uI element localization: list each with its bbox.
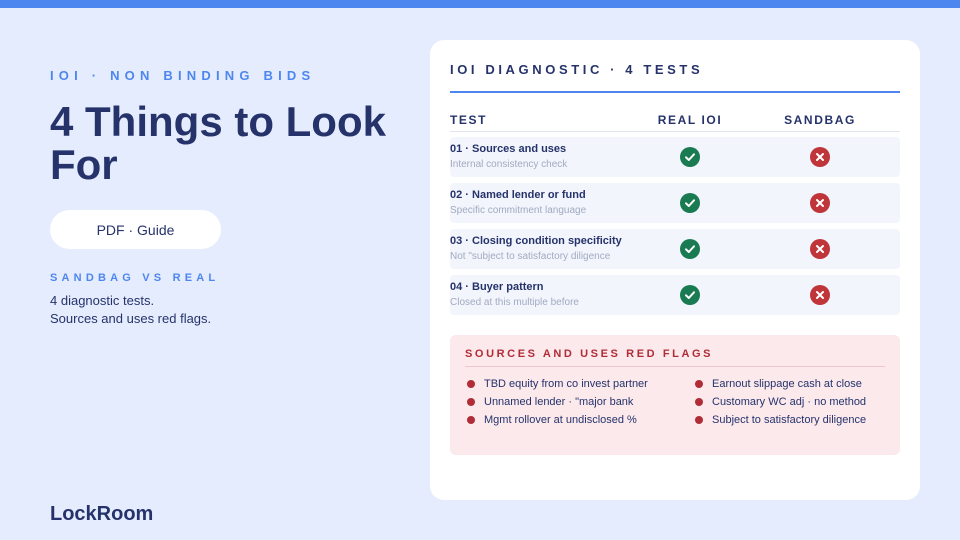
bullet-dot-icon [695,398,703,406]
bullet-dot-icon [695,380,703,388]
row-title: 04 · Buyer pattern [450,281,544,293]
red-flag-text: Subject to satisfactory diligence [712,414,867,426]
bullet-dot-icon [467,416,475,424]
red-flag-item [695,378,862,390]
top-accent-bar [0,0,960,8]
card-title: IOI DIAGNOSTIC · 4 TESTS [450,62,704,77]
red-flags-divider [465,366,885,367]
pdf-guide-button[interactable]: PDF · Guide [50,210,221,249]
check-icon [680,193,700,213]
cross-icon [810,285,830,305]
row-subtitle: Not "subject to satisfactory diligence [450,251,611,262]
bullet-dot-icon [467,380,475,388]
red-flag-item [695,414,866,426]
hero-description-line: 4 diagnostic tests. [50,293,155,308]
red-flag-text: Customary WC adj · no method [712,396,867,408]
table-row [450,275,900,315]
red-flags-title: SOURCES AND USES RED FLAGS [465,348,714,360]
cross-icon [810,193,830,213]
red-flag-item [467,378,648,390]
hero-description-line: Sources and uses red flags. [50,311,212,326]
hero-eyebrow: IOI · NON BINDING BIDS [50,68,316,83]
red-flag-text: TBD equity from co invest partner [484,378,648,390]
row-title: 03 · Closing condition specificity [450,235,622,247]
red-flag-text: Earnout slippage cash at close [712,378,862,390]
header-divider [450,131,900,132]
cross-icon [810,239,830,259]
red-flag-text: Unnamed lender · "major bank [484,396,634,408]
red-flag-text: Mgmt rollover at undisclosed % [484,414,637,426]
bullet-dot-icon [695,416,703,424]
card-title-divider [450,91,900,93]
hero-description [50,292,370,328]
hero-sub-eyebrow: SANDBAG VS REAL [50,272,220,284]
page-title: 4 Things to Look For [50,98,386,188]
row-subtitle: Specific commitment language [450,205,587,216]
row-title: 01 · Sources and uses [450,143,567,155]
cross-icon [810,147,830,167]
brand-logo: LockRoom [50,503,154,525]
check-icon [680,239,700,259]
row-subtitle: Closed at this multiple before [450,297,579,308]
column-header-test: TEST [450,113,488,127]
red-flag-item [467,414,637,426]
column-header-sandbag: SANDBAG [784,113,856,127]
table-row [450,229,900,269]
bullet-dot-icon [467,398,475,406]
check-icon [680,285,700,305]
row-title: 02 · Named lender or fund [450,189,586,201]
table-row [450,183,900,223]
red-flags-panel [450,335,900,455]
red-flag-item [695,396,866,408]
table-row [450,137,900,177]
diagnostic-card [430,40,920,500]
check-icon [680,147,700,167]
row-subtitle: Internal consistency check [450,159,568,170]
red-flag-item [467,396,633,408]
column-header-real-ioi: REAL IOI [657,113,723,127]
